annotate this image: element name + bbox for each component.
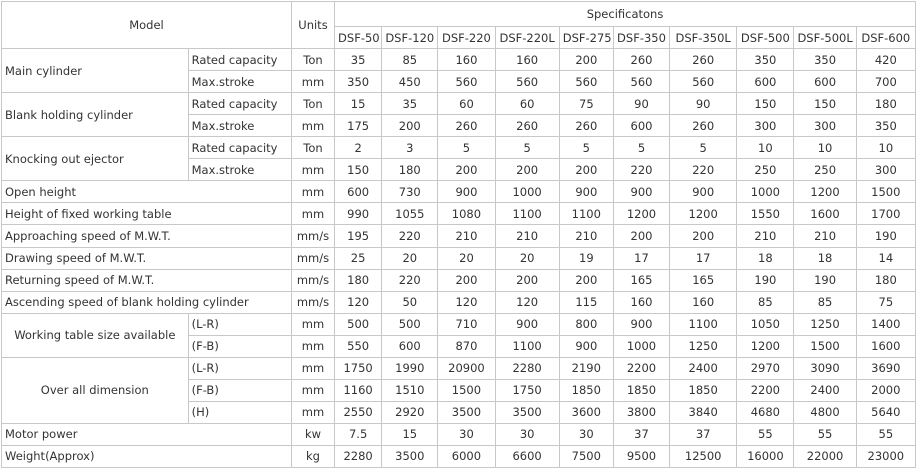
value-cell: 35	[335, 49, 382, 71]
value-cell: 160	[438, 49, 495, 71]
value-cell: 900	[613, 181, 669, 203]
row-label: Motor power	[2, 423, 292, 445]
value-cell: 260	[670, 115, 737, 137]
value-cell: 1000	[495, 181, 559, 203]
value-cell: 85	[382, 49, 438, 71]
value-cell: 1500	[794, 335, 856, 357]
value-cell: 10	[794, 137, 856, 159]
model-name-dsf-220: DSF-220	[438, 27, 495, 49]
sub-label: Max.stroke	[188, 159, 291, 181]
value-cell: 19	[559, 247, 613, 269]
value-cell: 4680	[737, 401, 794, 423]
unit-cell: mm	[291, 115, 334, 137]
value-cell: 260	[559, 115, 613, 137]
value-cell: 560	[495, 71, 559, 93]
model-header: Model	[2, 2, 292, 49]
unit-cell: mm	[291, 159, 334, 181]
group-label: Blank holding cylinder	[2, 93, 189, 137]
value-cell: 10	[856, 137, 915, 159]
value-cell: 200	[559, 159, 613, 181]
value-cell: 250	[737, 159, 794, 181]
value-cell: 55	[737, 423, 794, 445]
model-name-dsf-120: DSF-120	[382, 27, 438, 49]
value-cell: 190	[856, 225, 915, 247]
value-cell: 5	[495, 137, 559, 159]
value-cell: 17	[670, 247, 737, 269]
unit-cell: mm	[291, 335, 334, 357]
value-cell: 220	[382, 225, 438, 247]
value-cell: 3500	[438, 401, 495, 423]
value-cell: 1500	[856, 181, 915, 203]
value-cell: 30	[559, 423, 613, 445]
spec-row	[2, 269, 916, 291]
sub-label: (H)	[188, 401, 291, 423]
value-cell: 175	[335, 115, 382, 137]
value-cell: 1850	[670, 379, 737, 401]
spec-row	[2, 445, 916, 467]
value-cell: 1250	[670, 335, 737, 357]
spec-row	[2, 93, 916, 115]
value-cell: 150	[335, 159, 382, 181]
model-name-dsf-220l: DSF-220L	[495, 27, 559, 49]
value-cell: 900	[438, 181, 495, 203]
value-cell: 5	[559, 137, 613, 159]
value-cell: 200	[438, 159, 495, 181]
value-cell: 85	[737, 291, 794, 313]
value-cell: 10	[737, 137, 794, 159]
unit-cell: mm	[291, 203, 334, 225]
value-cell: 18	[794, 247, 856, 269]
value-cell: 210	[559, 225, 613, 247]
value-cell: 20	[438, 247, 495, 269]
value-cell: 260	[495, 115, 559, 137]
group-label: Over all dimension	[2, 357, 189, 423]
value-cell: 1750	[495, 379, 559, 401]
value-cell: 37	[613, 423, 669, 445]
value-cell: 600	[335, 181, 382, 203]
sub-label: (F-B)	[188, 335, 291, 357]
sub-label: Rated capacity	[188, 137, 291, 159]
value-cell: 900	[495, 313, 559, 335]
value-cell: 300	[737, 115, 794, 137]
unit-cell: kw	[291, 423, 334, 445]
value-cell: 2550	[335, 401, 382, 423]
value-cell: 3090	[794, 357, 856, 379]
value-cell: 180	[856, 93, 915, 115]
value-cell: 6000	[438, 445, 495, 467]
value-cell: 300	[856, 159, 915, 181]
value-cell: 200	[382, 115, 438, 137]
unit-cell: mm	[291, 379, 334, 401]
value-cell: 730	[382, 181, 438, 203]
value-cell: 160	[613, 291, 669, 313]
value-cell: 1990	[382, 357, 438, 379]
value-cell: 190	[794, 269, 856, 291]
spec-row	[2, 225, 916, 247]
sub-label: Max.stroke	[188, 115, 291, 137]
sub-label: (L-R)	[188, 313, 291, 335]
spec-row	[2, 313, 916, 335]
value-cell: 2190	[559, 357, 613, 379]
value-cell: 22000	[794, 445, 856, 467]
model-name-dsf-275: DSF-275	[559, 27, 613, 49]
value-cell: 350	[856, 115, 915, 137]
value-cell: 2970	[737, 357, 794, 379]
value-cell: 3500	[382, 445, 438, 467]
unit-cell: Ton	[291, 137, 334, 159]
sub-label: (L-R)	[188, 357, 291, 379]
value-cell: 500	[382, 313, 438, 335]
value-cell: 3	[382, 137, 438, 159]
value-cell: 1850	[613, 379, 669, 401]
value-cell: 900	[613, 313, 669, 335]
model-name-dsf-350: DSF-350	[613, 27, 669, 49]
value-cell: 1200	[737, 335, 794, 357]
value-cell: 500	[335, 313, 382, 335]
value-cell: 300	[794, 115, 856, 137]
value-cell: 350	[737, 49, 794, 71]
value-cell: 350	[335, 71, 382, 93]
value-cell: 200	[438, 269, 495, 291]
spec-row	[2, 247, 916, 269]
value-cell: 1510	[382, 379, 438, 401]
value-cell: 5	[670, 137, 737, 159]
value-cell: 3600	[559, 401, 613, 423]
value-cell: 210	[794, 225, 856, 247]
value-cell: 14	[856, 247, 915, 269]
value-cell: 990	[335, 203, 382, 225]
unit-cell: mm	[291, 181, 334, 203]
value-cell: 1055	[382, 203, 438, 225]
value-cell: 60	[495, 93, 559, 115]
value-cell: 15	[382, 423, 438, 445]
value-cell: 1250	[794, 313, 856, 335]
spec-row	[2, 137, 916, 159]
value-cell: 150	[794, 93, 856, 115]
specifications-table	[1, 1, 916, 468]
value-cell: 120	[495, 291, 559, 313]
value-cell: 5	[438, 137, 495, 159]
value-cell: 1080	[438, 203, 495, 225]
value-cell: 1700	[856, 203, 915, 225]
value-cell: 1600	[856, 335, 915, 357]
value-cell: 210	[737, 225, 794, 247]
model-name-dsf-50: DSF-50	[335, 27, 382, 49]
model-name-dsf-500l: DSF-500L	[794, 27, 856, 49]
value-cell: 420	[856, 49, 915, 71]
value-cell: 23000	[856, 445, 915, 467]
value-cell: 4800	[794, 401, 856, 423]
value-cell: 700	[856, 71, 915, 93]
value-cell: 1100	[670, 313, 737, 335]
value-cell: 600	[794, 71, 856, 93]
value-cell: 3840	[670, 401, 737, 423]
row-label: Returning speed of M.W.T.	[2, 269, 292, 291]
value-cell: 20	[382, 247, 438, 269]
value-cell: 1000	[737, 181, 794, 203]
value-cell: 85	[794, 291, 856, 313]
value-cell: 1750	[335, 357, 382, 379]
group-label: Knocking out ejector	[2, 137, 189, 181]
value-cell: 200	[613, 225, 669, 247]
value-cell: 90	[670, 93, 737, 115]
specifications-header: Specificatons	[335, 2, 916, 27]
value-cell: 20900	[438, 357, 495, 379]
value-cell: 260	[613, 49, 669, 71]
sub-label: Max.stroke	[188, 71, 291, 93]
value-cell: 120	[438, 291, 495, 313]
value-cell: 195	[335, 225, 382, 247]
value-cell: 20	[495, 247, 559, 269]
row-label: Ascending speed of blank holding cylinder	[2, 291, 292, 313]
value-cell: 2280	[335, 445, 382, 467]
value-cell: 1100	[559, 203, 613, 225]
row-label: Weight(Approx)	[2, 445, 292, 467]
value-cell: 35	[382, 93, 438, 115]
value-cell: 1200	[670, 203, 737, 225]
spec-row	[2, 291, 916, 313]
value-cell: 210	[495, 225, 559, 247]
spec-row	[2, 423, 916, 445]
model-name-dsf-350l: DSF-350L	[670, 27, 737, 49]
value-cell: 220	[382, 269, 438, 291]
value-cell: 1850	[559, 379, 613, 401]
value-cell: 600	[737, 71, 794, 93]
group-label: Main cylinder	[2, 49, 189, 93]
value-cell: 2280	[495, 357, 559, 379]
value-cell: 25	[335, 247, 382, 269]
value-cell: 200	[559, 49, 613, 71]
value-cell: 7.5	[335, 423, 382, 445]
units-header: Units	[291, 2, 334, 49]
value-cell: 50	[382, 291, 438, 313]
value-cell: 1100	[495, 335, 559, 357]
value-cell: 1200	[613, 203, 669, 225]
value-cell: 210	[438, 225, 495, 247]
value-cell: 180	[335, 269, 382, 291]
value-cell: 350	[794, 49, 856, 71]
value-cell: 200	[495, 159, 559, 181]
value-cell: 200	[559, 269, 613, 291]
value-cell: 75	[559, 93, 613, 115]
value-cell: 7500	[559, 445, 613, 467]
value-cell: 15	[335, 93, 382, 115]
unit-cell: mm/s	[291, 291, 334, 313]
value-cell: 900	[559, 181, 613, 203]
value-cell: 1160	[335, 379, 382, 401]
unit-cell: Ton	[291, 49, 334, 71]
value-cell: 560	[670, 71, 737, 93]
value-cell: 900	[559, 335, 613, 357]
value-cell: 5640	[856, 401, 915, 423]
value-cell: 220	[613, 159, 669, 181]
spec-row	[2, 181, 916, 203]
group-label: Working table size available	[2, 313, 189, 357]
value-cell: 37	[670, 423, 737, 445]
value-cell: 3800	[613, 401, 669, 423]
value-cell: 2920	[382, 401, 438, 423]
value-cell: 9500	[613, 445, 669, 467]
value-cell: 90	[613, 93, 669, 115]
unit-cell: mm	[291, 401, 334, 423]
value-cell: 18	[737, 247, 794, 269]
value-cell: 16000	[737, 445, 794, 467]
value-cell: 2400	[670, 357, 737, 379]
value-cell: 120	[335, 291, 382, 313]
spec-row	[2, 203, 916, 225]
sub-label: Rated capacity	[188, 49, 291, 71]
value-cell: 75	[856, 291, 915, 313]
value-cell: 1000	[613, 335, 669, 357]
value-cell: 1050	[737, 313, 794, 335]
value-cell: 1500	[438, 379, 495, 401]
value-cell: 5	[613, 137, 669, 159]
value-cell: 560	[559, 71, 613, 93]
unit-cell: kg	[291, 445, 334, 467]
value-cell: 150	[737, 93, 794, 115]
value-cell: 160	[670, 291, 737, 313]
value-cell: 870	[438, 335, 495, 357]
model-name-dsf-500: DSF-500	[737, 27, 794, 49]
value-cell: 1200	[794, 181, 856, 203]
value-cell: 190	[737, 269, 794, 291]
value-cell: 3690	[856, 357, 915, 379]
spec-row	[2, 357, 916, 379]
model-name-dsf-600: DSF-600	[856, 27, 915, 49]
row-label: Approaching speed of M.W.T.	[2, 225, 292, 247]
value-cell: 115	[559, 291, 613, 313]
value-cell: 200	[670, 225, 737, 247]
value-cell: 3500	[495, 401, 559, 423]
value-cell: 1550	[737, 203, 794, 225]
value-cell: 260	[438, 115, 495, 137]
sub-label: Rated capacity	[188, 93, 291, 115]
value-cell: 180	[856, 269, 915, 291]
value-cell: 560	[613, 71, 669, 93]
value-cell: 600	[613, 115, 669, 137]
unit-cell: mm/s	[291, 269, 334, 291]
value-cell: 165	[670, 269, 737, 291]
value-cell: 2000	[856, 379, 915, 401]
value-cell: 12500	[670, 445, 737, 467]
unit-cell: mm/s	[291, 225, 334, 247]
value-cell: 30	[495, 423, 559, 445]
value-cell: 6600	[495, 445, 559, 467]
value-cell: 250	[794, 159, 856, 181]
value-cell: 2200	[613, 357, 669, 379]
value-cell: 160	[495, 49, 559, 71]
value-cell: 2	[335, 137, 382, 159]
row-label: Height of fixed working table	[2, 203, 292, 225]
value-cell: 800	[559, 313, 613, 335]
value-cell: 30	[438, 423, 495, 445]
unit-cell: mm	[291, 71, 334, 93]
value-cell: 710	[438, 313, 495, 335]
value-cell: 560	[438, 71, 495, 93]
value-cell: 60	[438, 93, 495, 115]
value-cell: 260	[670, 49, 737, 71]
spec-row	[2, 49, 916, 71]
value-cell: 1400	[856, 313, 915, 335]
value-cell: 1600	[794, 203, 856, 225]
value-cell: 17	[613, 247, 669, 269]
value-cell: 55	[856, 423, 915, 445]
value-cell: 450	[382, 71, 438, 93]
row-label: Drawing speed of M.W.T.	[2, 247, 292, 269]
sub-label: (F-B)	[188, 379, 291, 401]
value-cell: 1100	[495, 203, 559, 225]
unit-cell: mm	[291, 313, 334, 335]
value-cell: 220	[670, 159, 737, 181]
unit-cell: Ton	[291, 93, 334, 115]
value-cell: 55	[794, 423, 856, 445]
value-cell: 600	[382, 335, 438, 357]
unit-cell: mm	[291, 357, 334, 379]
value-cell: 200	[495, 269, 559, 291]
value-cell: 2400	[794, 379, 856, 401]
value-cell: 165	[613, 269, 669, 291]
row-label: Open height	[2, 181, 292, 203]
value-cell: 550	[335, 335, 382, 357]
value-cell: 180	[382, 159, 438, 181]
value-cell: 2200	[737, 379, 794, 401]
value-cell: 900	[670, 181, 737, 203]
unit-cell: mm/s	[291, 247, 334, 269]
